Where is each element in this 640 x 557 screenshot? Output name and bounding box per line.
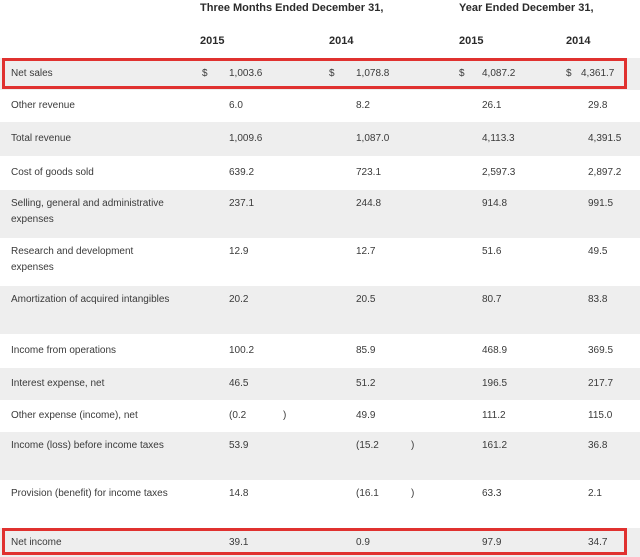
- currency-symbol: $: [329, 68, 335, 79]
- value-cell: 12.9: [229, 246, 249, 257]
- value-cell: 2,897.2: [588, 167, 622, 178]
- value-cell: 111.2: [482, 410, 506, 421]
- row-label: Cost of goods sold: [11, 167, 94, 178]
- value-cell: 4,391.5: [588, 133, 622, 144]
- value-cell: 217.7: [588, 378, 614, 389]
- year-header-q-2015: 2015: [200, 35, 225, 47]
- currency-symbol: $: [566, 68, 572, 79]
- row-label: Other revenue: [11, 100, 75, 111]
- value-cell: 4,113.3: [482, 133, 515, 144]
- value-cell: 85.9: [356, 345, 376, 356]
- value-cell: 20.2: [229, 294, 249, 305]
- table-row: [0, 480, 640, 528]
- table-row: [0, 156, 640, 190]
- value-cell: 36.8: [588, 440, 608, 451]
- table-row: [0, 190, 640, 238]
- value-cell: 1,078.8: [356, 68, 390, 79]
- value-cell: 237.1: [229, 198, 255, 209]
- table-row: [0, 90, 640, 122]
- header-year-ended: Year Ended December 31,: [459, 2, 594, 14]
- table-row: [0, 122, 640, 156]
- value-cell: 49.9: [356, 410, 376, 421]
- value-cell: 4,087.2: [482, 68, 516, 79]
- value-cell: 63.3: [482, 488, 502, 499]
- value-cell: 20.5: [356, 294, 376, 305]
- value-cell: 51.6: [482, 246, 502, 257]
- value-cell: 639.2: [229, 167, 255, 178]
- row-label: Selling, general and administrative expenses: [11, 198, 164, 225]
- value-cell: 14.8: [229, 488, 249, 499]
- row-label: Provision (benefit) for income taxes: [11, 488, 168, 499]
- value-cell: 2,597.3: [482, 167, 516, 178]
- table-row: [0, 58, 640, 90]
- value-cell: 97.9: [482, 537, 502, 548]
- row-label: Net sales: [11, 68, 53, 79]
- row-label: Other expense (income), net: [11, 410, 138, 421]
- value-cell: 115.0: [588, 410, 613, 421]
- value-cell: 1,087.0: [356, 133, 390, 144]
- table-row: [0, 528, 640, 557]
- value-cell: 0.9: [356, 537, 370, 548]
- value-cell: 83.8: [588, 294, 608, 305]
- year-header-y-2015: 2015: [459, 35, 484, 47]
- value-cell: (16.1: [356, 488, 379, 499]
- currency-symbol: $: [202, 68, 208, 79]
- value-cell: 1,003.6: [229, 68, 263, 79]
- table-row: [0, 432, 640, 480]
- value-cell: 914.8: [482, 198, 508, 209]
- table-row: [0, 286, 640, 334]
- row-label: Amortization of acquired intangibles: [11, 294, 170, 305]
- value-cell: 196.5: [482, 378, 508, 389]
- table-row: [0, 368, 640, 400]
- row-label: Net income: [11, 537, 62, 548]
- table-row: [0, 334, 640, 368]
- row-label: Total revenue: [11, 133, 72, 144]
- value-cell: 51.2: [356, 378, 376, 389]
- value-cell: 369.5: [588, 345, 614, 356]
- row-label: Research and development expenses: [11, 246, 134, 273]
- value-cell: 468.9: [482, 345, 508, 356]
- row-label: Interest expense, net: [11, 378, 105, 389]
- value-cell: 80.7: [482, 294, 502, 305]
- value-cell: 12.7: [356, 246, 376, 257]
- closing-paren: ): [411, 440, 415, 451]
- value-cell: 8.2: [356, 100, 370, 111]
- year-header-y-2014: 2014: [566, 35, 591, 47]
- value-cell: (15.2: [356, 440, 379, 451]
- value-cell: 991.5: [588, 198, 614, 209]
- header-three-months: Three Months Ended December 31,: [200, 2, 384, 14]
- value-cell: 1,009.6: [229, 133, 263, 144]
- closing-paren: ): [411, 488, 415, 499]
- value-cell: 244.8: [356, 198, 382, 209]
- value-cell: (0.2: [229, 410, 247, 421]
- value-cell: 2.1: [588, 488, 602, 499]
- value-cell: 49.5: [588, 246, 608, 257]
- value-cell: 723.1: [356, 167, 382, 178]
- value-cell: 161.2: [482, 440, 508, 451]
- value-cell: 100.2: [229, 345, 255, 356]
- value-cell: 34.7: [588, 537, 608, 548]
- year-header-q-2014: 2014: [329, 35, 354, 47]
- value-cell: 29.8: [588, 100, 608, 111]
- value-cell: 53.9: [229, 440, 249, 451]
- value-cell: 46.5: [229, 378, 249, 389]
- table-row: [0, 238, 640, 286]
- value-cell: 6.0: [229, 100, 243, 111]
- currency-symbol: $: [459, 68, 465, 79]
- table-row: [0, 400, 640, 432]
- value-cell: 26.1: [482, 100, 502, 111]
- row-label: Income (loss) before income taxes: [11, 440, 164, 451]
- closing-paren: ): [283, 410, 287, 421]
- row-label: Income from operations: [11, 345, 117, 356]
- value-cell: 4,361.7: [581, 68, 615, 79]
- value-cell: 39.1: [229, 537, 249, 548]
